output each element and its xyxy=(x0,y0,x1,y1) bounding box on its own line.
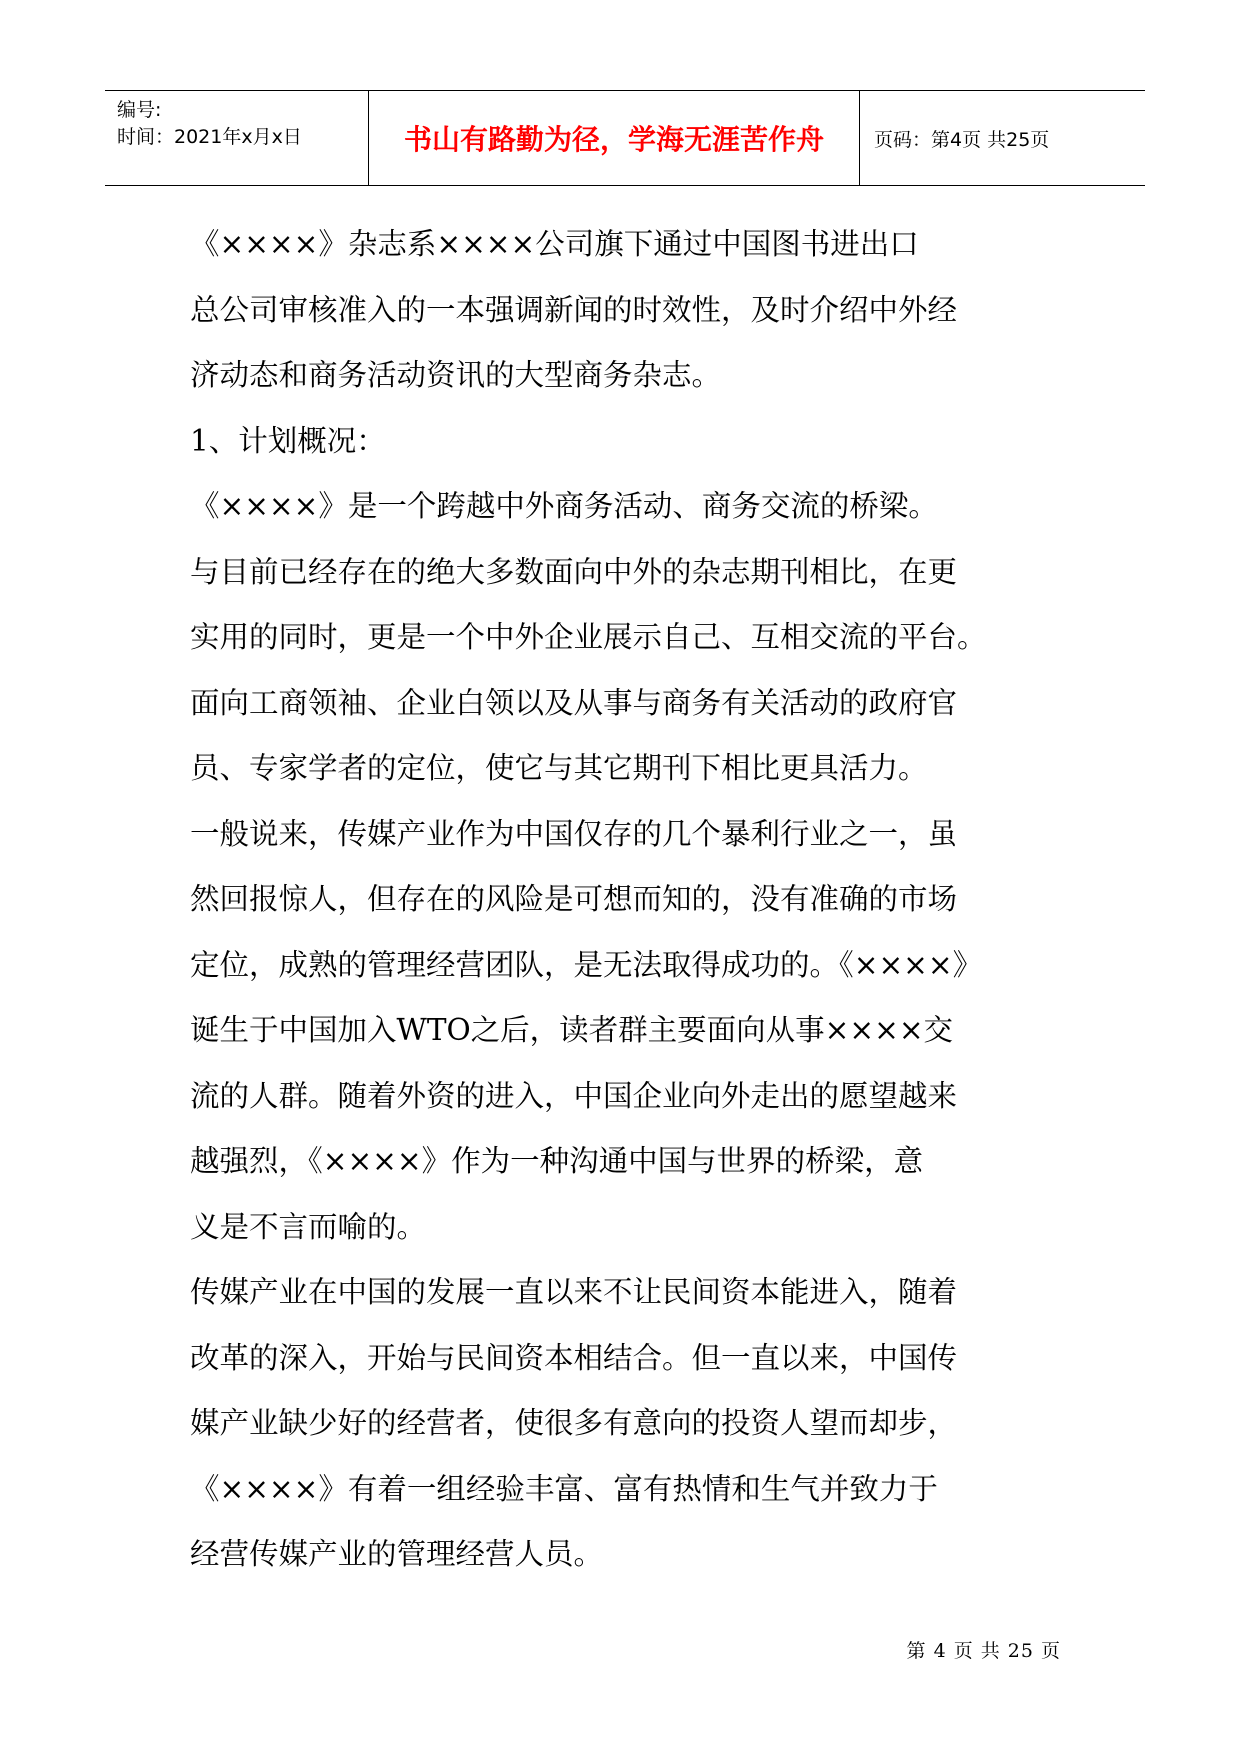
page-footer xyxy=(907,1636,1061,1663)
text-line: 诞生于中国加入WTO之后，读者群主要面向从事××××交 xyxy=(190,1013,954,1047)
text-line: 面向工商领袖、企业白领以及从事与商务有关活动的政府官 xyxy=(190,685,958,720)
date-line: 时间：2021年x月x日 xyxy=(117,126,302,148)
page-code-text: 页码：第4页 共25页 xyxy=(874,128,1050,151)
text-line: 越强烈，《××××》作为一种沟通中国与世界的桥梁，意 xyxy=(190,1144,924,1178)
text-line: 然回报惊人，但存在的风险是可想而知的，没有准确的市场 xyxy=(190,882,958,916)
body-text xyxy=(190,212,1070,1588)
text-line: 《××××》有着一组经验丰富、富有热情和生气并致力于 xyxy=(190,1471,938,1506)
text-line: 流的人群。随着外资的进入，中国企业向外走出的愿望越来 xyxy=(190,1078,958,1113)
text-line: 义是不言而喻的。 xyxy=(190,1209,427,1244)
text-line: 经营传媒产业的管理经营人员。 xyxy=(190,1537,604,1571)
document-header xyxy=(105,90,1145,186)
header-info-cell xyxy=(105,91,369,185)
footer-page-number: 第 4 页 共 25 页 xyxy=(906,1640,1061,1662)
page-code-cell xyxy=(860,91,1145,185)
text-line: 一般说来，传媒产业作为中国仅存的几个暴利行业之一，虽 xyxy=(190,816,958,851)
text-line: 媒产业缺少好的经营者，使很多有意向的投资人望而却步， xyxy=(190,1406,958,1440)
serial-label: 编号: xyxy=(117,99,162,121)
text-line: 员、专家学者的定位，使它与其它期刊下相比更具活力。 xyxy=(190,751,928,785)
text-line: 济动态和商务活动资讯的大型商务杂志。 xyxy=(190,358,722,392)
text-line: 改革的深入，开始与民间资本相结合。但一直以来，中国传 xyxy=(190,1340,958,1375)
text-line: 《××××》杂志系××××公司旗下通过中国图书进出口 xyxy=(190,227,919,261)
text-line: 总公司审核准入的一本强调新闻的时效性，及时介绍中外经 xyxy=(190,292,958,327)
motto-text: 书山有路勤为径，学海无涯苦作舟 xyxy=(403,123,824,156)
text-line: 实用的同时，更是一个中外企业展示自己、互相交流的平台。 xyxy=(190,620,987,654)
section-heading: 1、计划概况： xyxy=(190,423,386,458)
text-line: 传媒产业在中国的发展一直以来不让民间资本能进入，随着 xyxy=(190,1275,958,1309)
text-line: 与目前已经存在的绝大多数面向中外的杂志期刊相比，在更 xyxy=(190,554,958,589)
text-line: 《××××》是一个跨越中外商务活动、商务交流的桥梁。 xyxy=(190,489,938,523)
text-line: 定位，成熟的管理经营团队，是无法取得成功的。《××××》 xyxy=(190,947,983,982)
motto-cell xyxy=(369,91,860,185)
